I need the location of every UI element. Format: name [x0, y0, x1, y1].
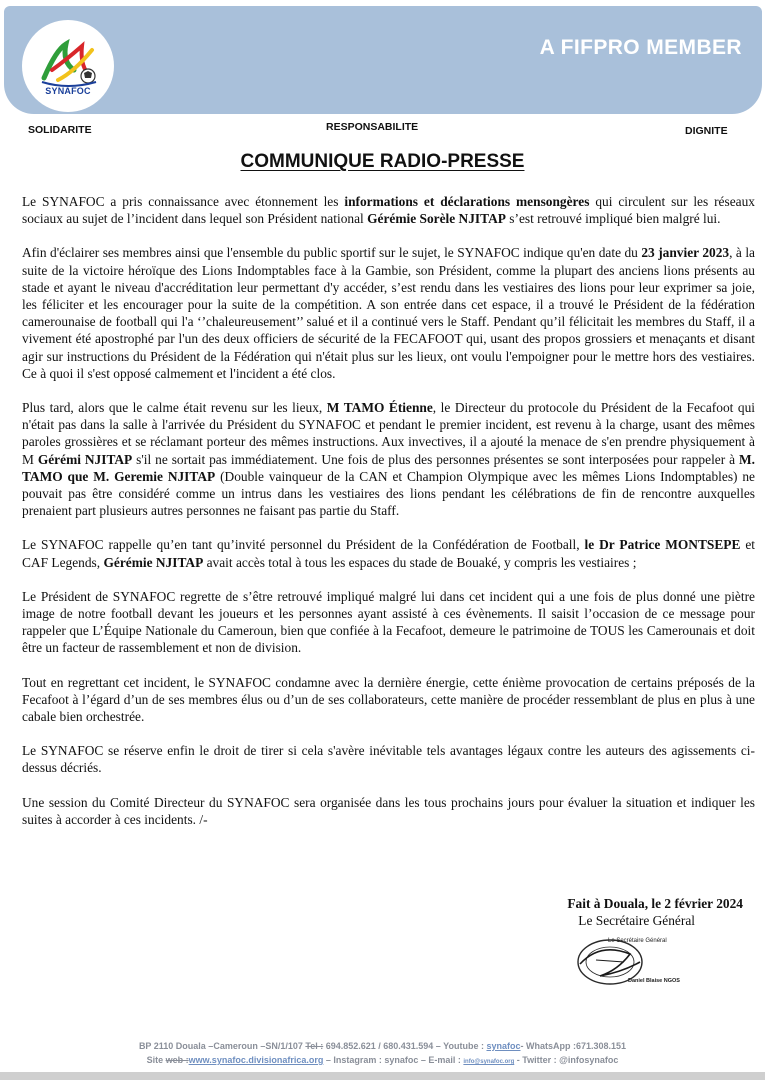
title-text: COMMUNIQUE RADIO-PRESSE — [240, 151, 525, 172]
paragraph-6: Tout en regrettant cet incident, le SYNAFOC condamne avec la dernière énergie, cette énième provocation de certains préposés de la Fecafoot à l’égard d’un de ses membres élus ou d’un de ses collaborateurs, cette manière de procéder ressemblant de plus en plus à une cabale bien orchestrée. — [22, 674, 755, 725]
text-run: Afin d'éclairer ses membres ainsi que l'ensemble du public sportif sur le sujet, le SYNAFOC indique qu'en date du — [22, 245, 642, 261]
footer-text: - Twitter : @infosynafoc — [514, 1055, 619, 1065]
signatory-role: Le Secrétaire Général — [578, 913, 695, 928]
footer-text: – Instagram : synafoc – E-mail : — [323, 1055, 464, 1065]
footer-strike: Tel : — [305, 1041, 324, 1051]
email-link[interactable]: info@synafoc.org — [463, 1059, 515, 1065]
text-run: , à la suite de la victoire héroïque des Lions Indomptables face à la Gambie, son Président, comme la plupart des anciens lions présents au stade et ayant le niveau d'accréditation leur permettant d'y accéder, s’est rendu dans les vestiaires des lions pour leur exprimer sa joie, les féliciter et les encourager pour la suite de la compétition. A son entrée dans cet espace, il a trouvé le Président de la fédération camerounaise de football qui l'a ‘’chaleureusement’’ salué et il a continué vers le Staff. Pendant qu’il félicitait les membres du Staff, il a vivement été apostrophé par l'un des deux officiers de sécurité de la FECAFOOT qui, usant des propos grossiers et menaçants et disant agir sur instructions du Président de la Fédération qui n'était plus sur les lieux, ont voulu l'empoigner pour le mettre hors des vestiaires. Ce à quoi il s'est opposé calmement et l'incident a été clos. — [22, 245, 755, 381]
bottom-edge — [0, 1072, 765, 1080]
footer-contact — [0, 1039, 765, 1069]
synafoc-logo — [22, 20, 114, 112]
footer-text: - WhatsApp :671.308.151 — [520, 1041, 627, 1051]
text-run: Le SYNAFOC rappelle qu’en tant qu’invité personnel du Président de la Confédération de Football, — [22, 537, 585, 553]
paragraph-2 — [22, 244, 755, 382]
value-responsabilite: RESPONSABILITE — [326, 121, 419, 133]
text-run: s’est retrouvé impliqué bien malgré lui. — [505, 211, 721, 227]
text-run: (Double vainqueur de la CAN et Champion Olympique avec les mêmes Lions Indomptables) ne pouvait pas être considéré comme un intrus dans les vestiaires des lions pendant les célébrations de fin de rencontre auxquelles prenaient part plusieurs autres personnes ne faisant pas partie du Staff. — [22, 468, 756, 519]
paragraph-7: Le SYNAFOC se réserve enfin le droit de tirer si cela s'avère inévitable tels avantages légaux contre les auteurs des agissements ci-dessus décriés. — [22, 743, 755, 776]
fifpro-member-label: A FIFPRO MEMBER — [539, 36, 742, 59]
footer-text: Site — [146, 1055, 166, 1065]
emphasis: Gérémie Sorèle NJITAP — [367, 211, 506, 227]
value-solidarite: SOLIDARITE — [28, 124, 92, 136]
text-run: Le SYNAFOC a pris connaissance avec étonnement les — [22, 194, 345, 209]
footer-text: 694.852.621 / 680.431.594 – Youtube : — [323, 1041, 487, 1051]
text-run: s'il ne sortait pas immédiatement. Une fois de plus des personnes présentes se sont interposées pour rappeler à — [132, 451, 739, 467]
emphasis: Gérémie NJITAP — [103, 554, 204, 570]
text-run: avait accès total à tous les espaces du stade de Bouaké, y compris les vestiaires ; — [203, 554, 637, 570]
letterhead-band — [4, 6, 762, 114]
closing-block — [567, 895, 743, 929]
footer-strike: web : — [165, 1055, 189, 1065]
text-run: Plus tard, alors que le calme était revenu sur les lieux, — [22, 400, 327, 416]
value-dignite: DIGNITE — [685, 125, 728, 137]
website-link[interactable]: www.synafoc.divisionafrica.org — [188, 1055, 324, 1065]
paragraph-4 — [22, 536, 755, 570]
paragraph-8: Une session du Comité Directeur du SYNAFOC sera organisée dans les tous prochains jours pour évaluer la situation et indiquer les suites à accorder à ces incidents. /- — [22, 794, 755, 827]
signature-stamp-icon — [570, 932, 705, 992]
synafoc-logo-icon — [22, 20, 114, 112]
paragraph-5: Le Président de SYNAFOC regrette de s’être retrouvé impliqué malgré lui dans cet incident qui a une fois de plus donné une piètre image de notre football devant les joueurs et les personnes ayant assisté à ces évènements. Il saisit l’occasion de ce message pour rappeler que L’Équipe Nationale du Cameroun, bien que confiée à la Fecafoot, demeure le patrimoine de TOUS les Camerounais et doit être un facteur de rassemblement et non de division. — [22, 588, 755, 656]
emphasis: le Dr Patrice MONTSEPE — [584, 537, 741, 553]
text-run: qui circulent sur les réseaux sociaux au sujet de l’incident dans lequel son Président national — [22, 194, 755, 227]
emphasis: 23 janvier 2023 — [641, 245, 730, 261]
text-run: et CAF Legends, — [22, 537, 756, 570]
stamp-top-text: Le Secrétaire Général — [608, 938, 667, 944]
logo-text: SYNAFOC — [45, 86, 91, 96]
youtube-link[interactable]: synafoc — [486, 1041, 521, 1051]
emphasis: M. TAMO que M. Geremie NJITAP — [22, 451, 755, 484]
emphasis: Gérémi NJITAP — [37, 451, 133, 467]
footer-text: BP 2110 Douala –Cameroun –SN/1/107 — [138, 1041, 306, 1051]
communique-body — [22, 193, 755, 845]
footer-line-2 — [0, 1053, 765, 1069]
place-date: Fait à Douala, le 2 février 2024 — [567, 896, 743, 911]
document-title — [0, 151, 765, 173]
paragraph-1 — [22, 193, 755, 227]
stamp-name-text: Daniel Blaise NGOS — [628, 978, 680, 984]
paragraph-3 — [22, 399, 755, 519]
emphasis: informations et déclarations mensongères — [344, 194, 590, 209]
footer-line-1 — [0, 1039, 765, 1053]
text-run: , le Directeur du protocole du Président de la Fecafoot qui n'était pas dans la salle à l'arrivée du Président du SYNAFOC et pendant le premier incident, est revenu à la charge, usant des mêmes paroles grossières et se réclamant porteur des mêmes instructions. Aux invectives, il a ajouté la menace de s'en prendre physiquement à M — [22, 400, 755, 467]
emphasis: M TAMO Étienne — [326, 400, 433, 416]
